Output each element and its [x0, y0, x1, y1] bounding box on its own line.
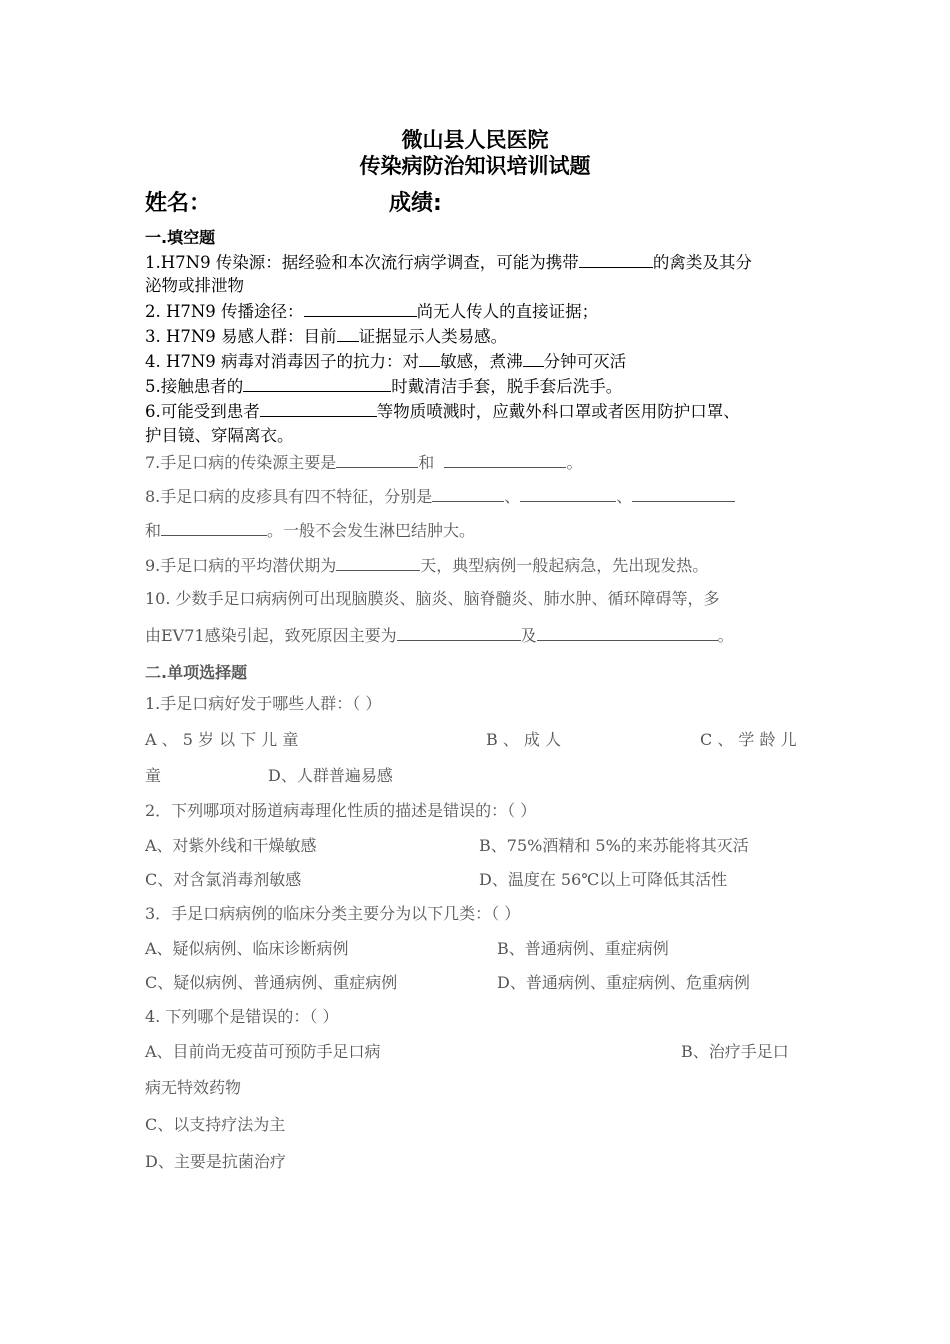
question-6-line2: 护目镜、穿隔离衣。 [145, 426, 294, 445]
answer-blank [337, 324, 359, 342]
answer-blank [336, 553, 420, 571]
exam-title: 传染病防治知识培训试题 [359, 154, 591, 178]
choice-question-1: 1.手足口病好发于哪些人群：（ ） [145, 694, 382, 713]
question-1-line1: 1.H7N9 传染源：据经验和本次流行病学调查，可能为携带 的禽类及其分 [145, 250, 752, 275]
choice-3-option-b: B、普通病例、重症病例 [497, 939, 669, 958]
answer-blank [537, 623, 718, 641]
choice-question-3: 3．手足口病病例的临床分类主要分为以下几类：（ ） [145, 904, 521, 923]
answer-blank [444, 450, 566, 468]
question-7: 7.手足口病的传染源主要是 和 。 [145, 450, 582, 475]
answer-blank [419, 349, 440, 367]
question-3: 3. H7N9 易感人群：目前 证据显示人类易感。 [145, 324, 507, 349]
answer-blank [397, 623, 521, 641]
choice-1-option-b: B 、 成 人 [486, 730, 562, 749]
hospital-title: 微山县人民医院 [401, 128, 549, 152]
section1-heading: 一.填空题 [145, 228, 216, 247]
score-label: 成绩: [389, 191, 442, 216]
answer-blank [579, 250, 653, 268]
choice-1-option-c-cont: 童 [145, 766, 162, 785]
question-5: 5.接触患者的 时戴清洁手套，脱手套后洗手。 [145, 374, 622, 399]
choice-1-option-a: A 、 5 岁 以 下 儿 童 [145, 730, 299, 749]
question-9: 9.手足口病的平均潜伏期为 天，典型病例一般起病急，先出现发热。 [145, 553, 708, 578]
question-1-line2: 泌物或排泄物 [145, 276, 244, 295]
choice-4-option-b: B、治疗手足口 [681, 1042, 789, 1061]
choice-4-option-a: A、目前尚无疫苗可预防手足口病 [145, 1042, 381, 1061]
question-10-line2: 由EV71感染引起，致死原因主要为 及 。 [145, 623, 734, 648]
answer-blank [260, 399, 377, 417]
answer-blank [520, 484, 616, 502]
answer-blank [523, 349, 544, 367]
question-8-line1: 8.手足口病的皮疹具有四不特征，分别是 、 、 [145, 484, 735, 509]
answer-blank [632, 484, 735, 502]
choice-3-option-a: A、疑似病例、临床诊断病例 [145, 939, 349, 958]
question-4: 4. H7N9 病毒对消毒因子的抗力：对 敏感，煮沸 分钟可灭活 [145, 349, 626, 374]
choice-2-option-c: C、对含氯消毒剂敏感 [145, 870, 302, 889]
choice-2-option-d: D、温度在 56℃以上可降低其活性 [479, 870, 728, 889]
choice-1-option-d: D、人群普遍易感 [268, 766, 393, 785]
choice-4-option-c: C、以支持疗法为主 [145, 1115, 286, 1134]
choice-4-option-d: D、主要是抗菌治疗 [145, 1152, 286, 1171]
choice-4-option-b-cont: 病无特效药物 [145, 1078, 242, 1097]
choice-3-option-d: D、普通病例、重症病例、危重病例 [497, 973, 750, 992]
section2-heading: 二.单项选择题 [145, 663, 248, 682]
name-label: 姓名： [145, 191, 212, 216]
answer-blank [432, 484, 504, 502]
choice-question-4: 4. 下列哪个是错误的：（ ） [145, 1007, 339, 1026]
answer-blank [161, 518, 267, 536]
question-2: 2. H7N9 传播途径： 尚无人传人的直接证据； [145, 299, 598, 324]
choice-1-option-c: C 、 学 龄 儿 [700, 730, 797, 749]
answer-blank [243, 374, 391, 392]
choice-question-2: 2．下列哪项对肠道病毒理化性质的描述是错误的：（ ） [145, 801, 537, 820]
answer-blank [304, 299, 417, 317]
choice-2-option-b: B、75%酒精和 5%的来苏能将其灭活 [479, 836, 749, 855]
question-8-line2: 和 。一般不会发生淋巴结肿大。 [145, 518, 475, 543]
choice-3-option-c: C、疑似病例、普通病例、重症病例 [145, 973, 398, 992]
choice-2-option-a: A、对紫外线和干燥敏感 [145, 836, 317, 855]
question-10-line1: 10. 少数手足口病病例可出现脑膜炎、脑炎、脑脊髓炎、肺水肿、循环障碍等，多 [145, 589, 720, 608]
question-6-line1: 6.可能受到患者 等物质喷溅时，应戴外科口罩或者医用防护口罩、 [145, 399, 740, 424]
answer-blank [336, 450, 418, 468]
